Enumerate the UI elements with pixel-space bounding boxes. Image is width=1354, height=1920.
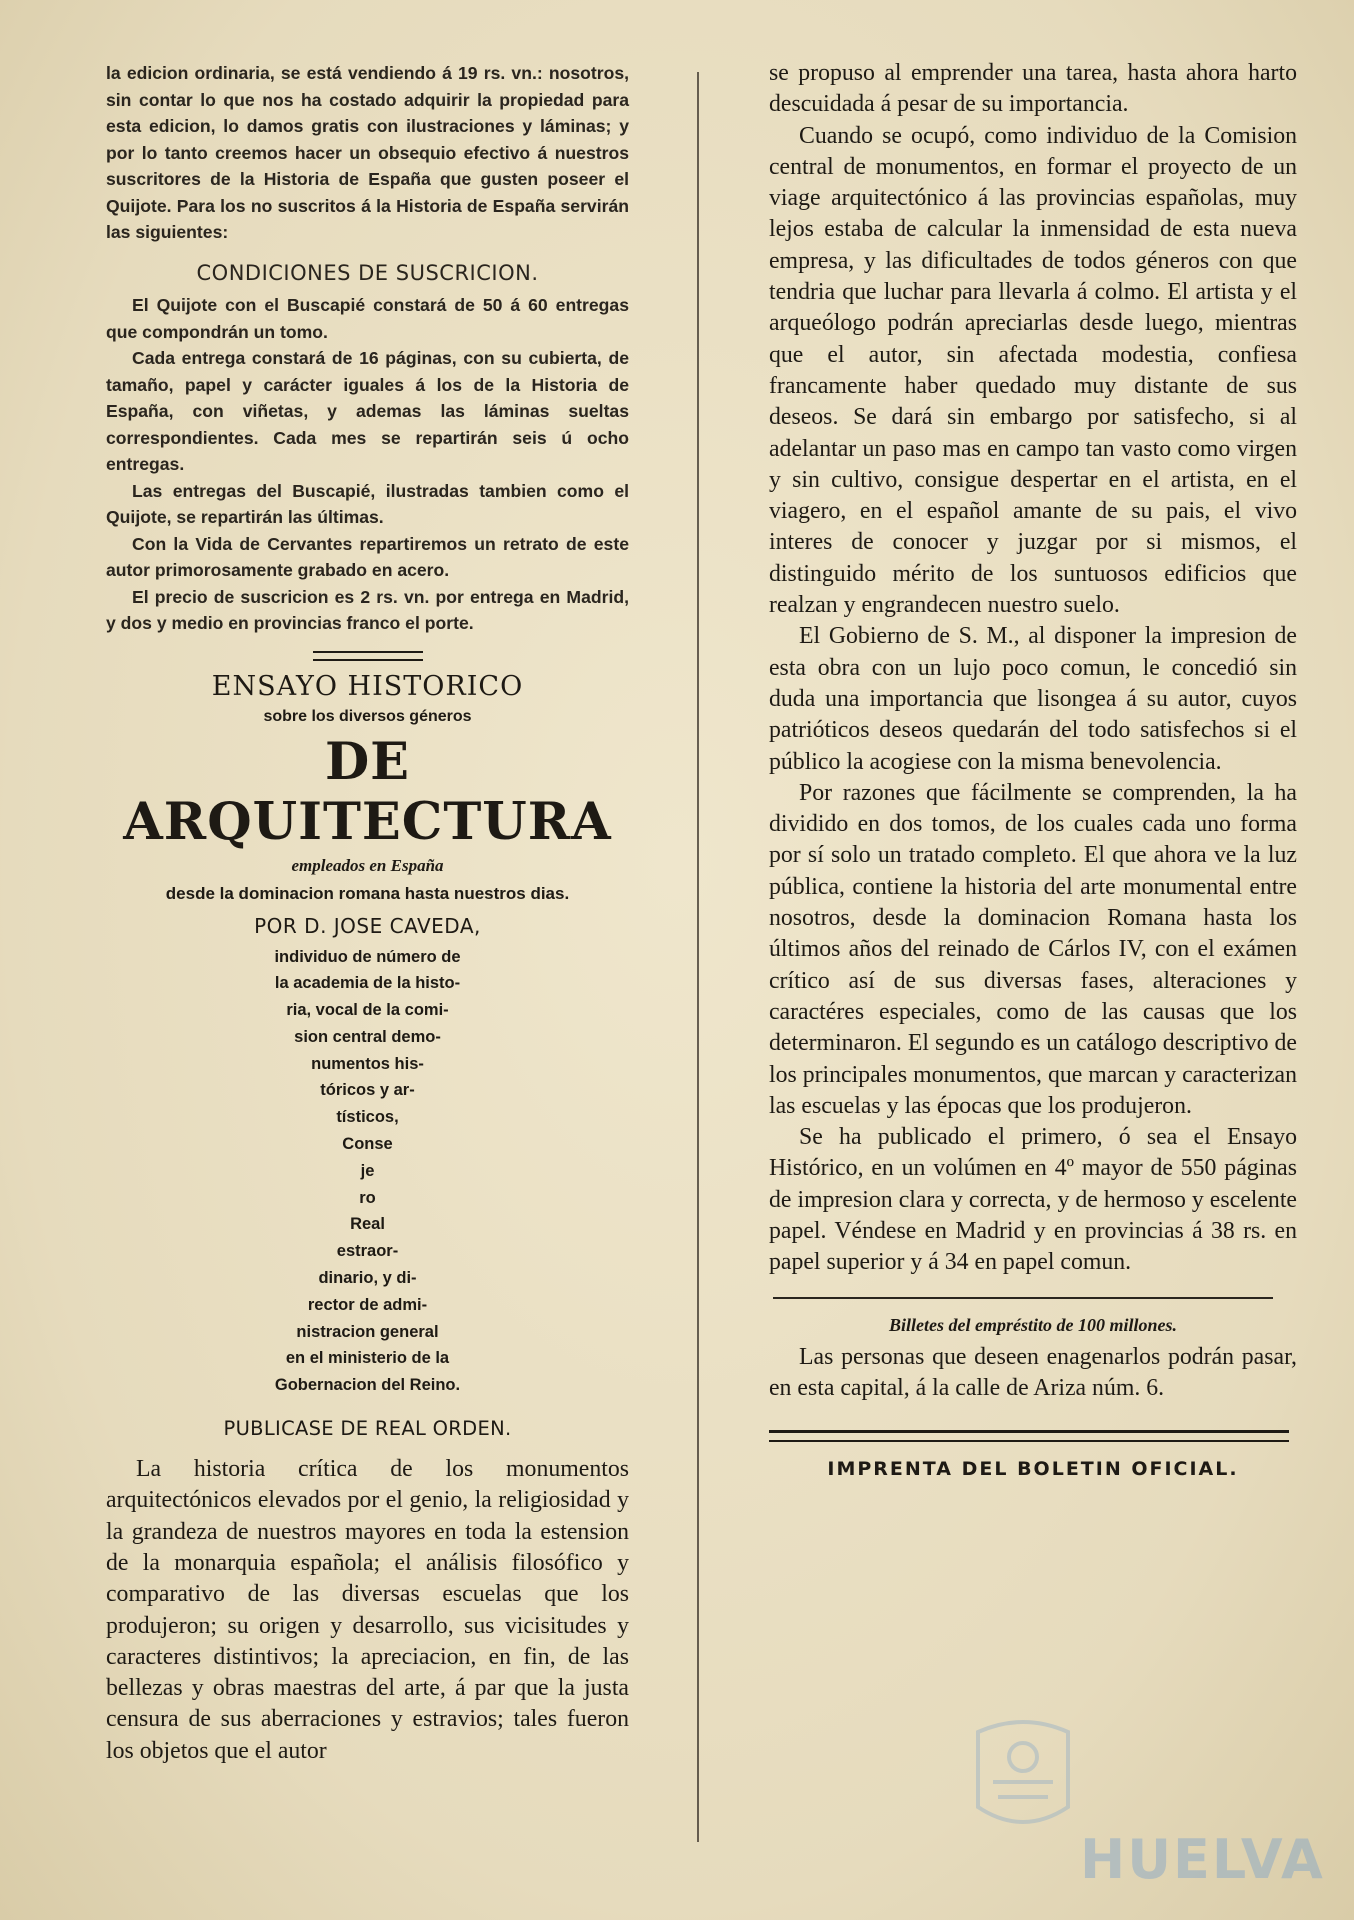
credential-line: la academia de la histo- <box>274 974 461 993</box>
arquitectura-title: DE ARQUITECTURA <box>123 731 612 852</box>
right-body <box>769 58 1297 1279</box>
credential-line: tísticos, <box>336 1108 399 1127</box>
intro-paragraph: la edicion ordinaria, se está vendiendo á 19 rs. vn.: nosotros, sin contar lo que nos ha costado adquirir la propiedad para esta edicion, lo damos gratis con ilustraciones y láminas; y por lo tanto creemos hacer un obsequio efectivo á nuestros suscritores de la Historia de España que gusten poseer el Quijote. Para los no suscritos á la Historia de España servirán las siguientes: <box>106 63 629 242</box>
author-name: POR D. JOSE CAVEDA, <box>254 913 481 938</box>
condition-item: Cada entrega constará de 16 páginas, con su cubierta, de tamaño, papel y carácter iguales á los de la Historia de España, con viñetas, y ademas las láminas sueltas correspondientes. Cada mes se repartirán seis ú ocho entregas. <box>106 348 629 474</box>
section-divider <box>313 651 423 661</box>
body-paragraph: Por razones que fácilmente se comprenden, la ha dividido en dos tomos, de los cuales cada uno forma por sí solo un tratado completo. El que ahora ve la luz pública, contiene la historia del arte monumental entre nosotros, desde la dominacion Romana hasta los últimos años del reinado de Cárlos IV, con el exámen crítico así de sus diversas fases, alteraciones y caractéres especiales, como de las causas que los determinaron. El segundo es un catálogo descriptivo de los principales monumentos, que marcan y caracterizan las escuelas y las épocas que los produjeron. <box>769 779 1297 1119</box>
billetes-body <box>769 1342 1297 1405</box>
body-paragraph: Se ha publicado el primero, ó sea el Ensayo Histórico, en un volúmen en 4º mayor de 550 páginas de impresion clara y correcta, y de hermoso y escelente papel. Véndese en Madrid y en provincias á 38 rs. en papel superior y á 34 en papel comun. <box>769 1124 1297 1276</box>
left-body <box>106 1454 629 1767</box>
credential-line: sion central demo- <box>294 1027 441 1046</box>
watermark-text: HUELVA <box>1080 1828 1325 1891</box>
sobre-line: sobre los diversos géneros <box>263 707 472 725</box>
column-divider <box>697 72 699 1842</box>
left-column <box>106 60 629 1767</box>
publicase-heading: PUBLICASE DE REAL ORDEN. <box>223 1417 512 1441</box>
ensayo-title: ENSAYO HISTORICO <box>211 670 524 702</box>
archive-seal-icon <box>938 1712 1278 1842</box>
credential-line: individuo de número de <box>274 947 461 966</box>
author-credentials <box>106 944 629 1400</box>
credential-line: je <box>360 1161 375 1180</box>
credential-line: nistracion general <box>296 1322 439 1341</box>
credential-line: dinario, y di- <box>318 1269 417 1288</box>
billetes-heading: Billetes del empréstito de 100 millones. <box>889 1314 1177 1335</box>
condition-item: Las entregas del Buscapié, ilustradas tambien como el Quijote, se repartirán las últimas. <box>106 480 629 527</box>
body-paragraph: se propuso al emprender una tarea, hasta ahora harto descuidada á pesar de su importancia. <box>769 60 1297 118</box>
body-paragraph: El Gobierno de S. M., al disponer la impresion de esta obra con un lujo poco comun, le concedió sin duda una importancia que lisongea á su autor, cuyos patrióticos deseos quedarán del todo satisfechos si el público la acogiese con la misma benevolencia. <box>769 623 1297 775</box>
empleados-line: empleados en España <box>291 855 444 875</box>
condition-item: El Quijote con el Buscapié constará de 50 á 60 entregas que compondrán un tomo. <box>106 295 629 342</box>
credential-line: ria, vocal de la comi- <box>286 1001 449 1020</box>
billetes-paragraph: Las personas que deseen enagenarlos podrán pasar, en esta capital, á la calle de Ariza núm. 6. <box>769 1343 1297 1401</box>
desde-line: desde la dominacion romana hasta nuestros dias. <box>165 883 570 903</box>
credential-line: Conse <box>342 1135 393 1154</box>
credential-line: Gobernacion del Reino. <box>274 1376 461 1395</box>
credential-line: ro <box>359 1188 376 1207</box>
conditions-heading: CONDICIONES DE SUSCRICION. <box>196 260 539 285</box>
condition-item: Con la Vida de Cervantes repartiremos un retrato de este autor primorosamente grabado en acero. <box>106 533 629 580</box>
credential-line: en el ministerio de la <box>285 1349 450 1368</box>
credential-line: estraor- <box>336 1242 399 1261</box>
section-divider <box>773 1297 1273 1299</box>
body-paragraph: Cuando se ocupó, como individuo de la Comision central de monumentos, en formar el proyecto de un viage arquitectónico á las provincias españolas, muy lejos estaba de calcular la inmensidad de esta nueva empresa, y las dificultades de todos géneros con que tendria que luchar para llevarla á colmo. El artista y el arqueólogo podrán apreciarlas desde luego, mientras que el autor, sin afectada modestia, confiesa francamente haber quedado muy distante de sus deseos. Se dará sin embargo por satisfecho, si al adelantar un paso mas en campo tan vasto como virgen y sin cultivo, consigue despertar en el artista, en el viagero, en el español amante de su pais, el vivo interes de conocer y juzgar por si mismos, el distinguido mérito de los suntuosos edificios que realzan y engrandecen nuestro suelo. <box>769 122 1297 619</box>
footer-rule <box>769 1430 1289 1442</box>
credential-line: tóricos y ar- <box>320 1081 415 1100</box>
credential-line: Real <box>350 1215 385 1234</box>
credential-line: rector de admi- <box>307 1295 428 1314</box>
condition-item: El precio de suscricion es 2 rs. vn. por entrega en Madrid, y dos y medio en provincias franco el porte. <box>106 586 629 633</box>
body-paragraph: La historia crítica de los monumentos arquitectónicos elevados por el genio, la religiosidad y la grandeza de nuestros mayores en toda la estension de la monarquia española; el análisis filosófico y comparativo de las diversas escuelas que los produjeron; su origen y desarrollo, sus vicisitudes y caracteres distintivos; la apreciacion, en fin, de las bellezas y obras maestras del arte, á par que la justa censura de sus aberraciones y estravios; tales fueron los objetos que el autor <box>106 1456 629 1764</box>
right-column <box>769 58 1297 1480</box>
imprenta-footer: IMPRENTA DEL BOLETIN OFICIAL. <box>827 1458 1239 1481</box>
credential-line: numentos his- <box>311 1054 424 1073</box>
subscription-block <box>106 60 629 637</box>
